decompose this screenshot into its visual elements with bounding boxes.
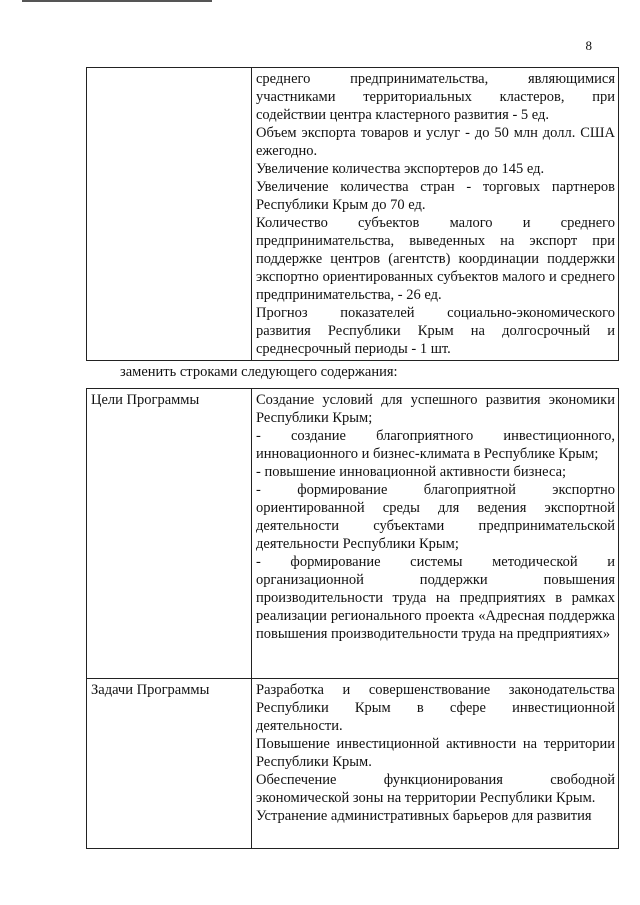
tasks-text xyxy=(252,679,619,849)
paragraph: Устранение административных барьеров для развития xyxy=(256,808,592,824)
paragraph: - формирование благоприятной экспортно ориентированной среды для ведения экспортной деятельности субъектами предпринимательской деятельности Республики Крым; xyxy=(256,482,615,552)
paragraph: Создание условий для успешного развития экономики Республики Крым; xyxy=(256,392,615,426)
replace-heading: заменить строками следующего содержания: xyxy=(120,364,398,380)
row-label-cell xyxy=(87,68,252,361)
page-number: 8 xyxy=(585,38,592,53)
paragraph: Обеспечение функционирования свободной экономической зоны на территории Республики Крым. xyxy=(256,772,615,806)
paragraph: Увеличение количества стран - торговых партнеров Республики Крым до 70 ед. xyxy=(256,179,615,213)
paragraph: Увеличение количества экспортеров до 145 ед. xyxy=(256,161,545,177)
paragraph: - повышение инновационной активности бизнеса; xyxy=(256,464,567,480)
table-row xyxy=(87,679,619,849)
paragraph: Объем экспорта товаров и услуг - до 50 млн долл. США ежегодно. xyxy=(256,125,615,159)
paragraph: Повышение инвестиционной активности на территории Республики Крым. xyxy=(256,736,615,770)
tasks-label: Задачи Программы xyxy=(87,679,252,849)
paragraph: Разработка и совершенствование законодательства Республики Крым в сфере инвестиционной деятельности. xyxy=(256,682,615,734)
paragraph: - создание благоприятного инвестиционного, инновационного и бизнес-климата в Республике Крым; xyxy=(256,428,615,462)
row-text-cell xyxy=(252,68,619,361)
scan-edge-line xyxy=(22,0,212,2)
paragraph: Прогноз показателей социально-экономического развития Республики Крым на долгосрочный и среднесрочный периоды - 1 шт. xyxy=(256,305,615,357)
goals-text xyxy=(252,389,619,679)
previous-rows-table xyxy=(86,67,619,361)
table-row xyxy=(87,389,619,679)
paragraph: - формирование системы методической и организационной поддержки повышения производительности труда на предприятиях в рамках реализации регионального проекта «Адресная поддержка повышения производительности труда на предприятиях» xyxy=(256,554,615,642)
table-row xyxy=(87,68,619,361)
goals-label: Цели Программы xyxy=(87,389,252,679)
paragraph: среднего предпринимательства, являющимися участниками территориальных кластеров, при содействии центра кластерного развития - 5 ед. xyxy=(256,71,615,123)
paragraph: Количество субъектов малого и среднего предпринимательства, выведенных на экспорт при поддержке центров (агентств) координации поддержки экспортно ориентированных субъектов малого и среднего предпринимательства, - 26 ед. xyxy=(256,215,615,303)
new-rows-table xyxy=(86,388,619,849)
